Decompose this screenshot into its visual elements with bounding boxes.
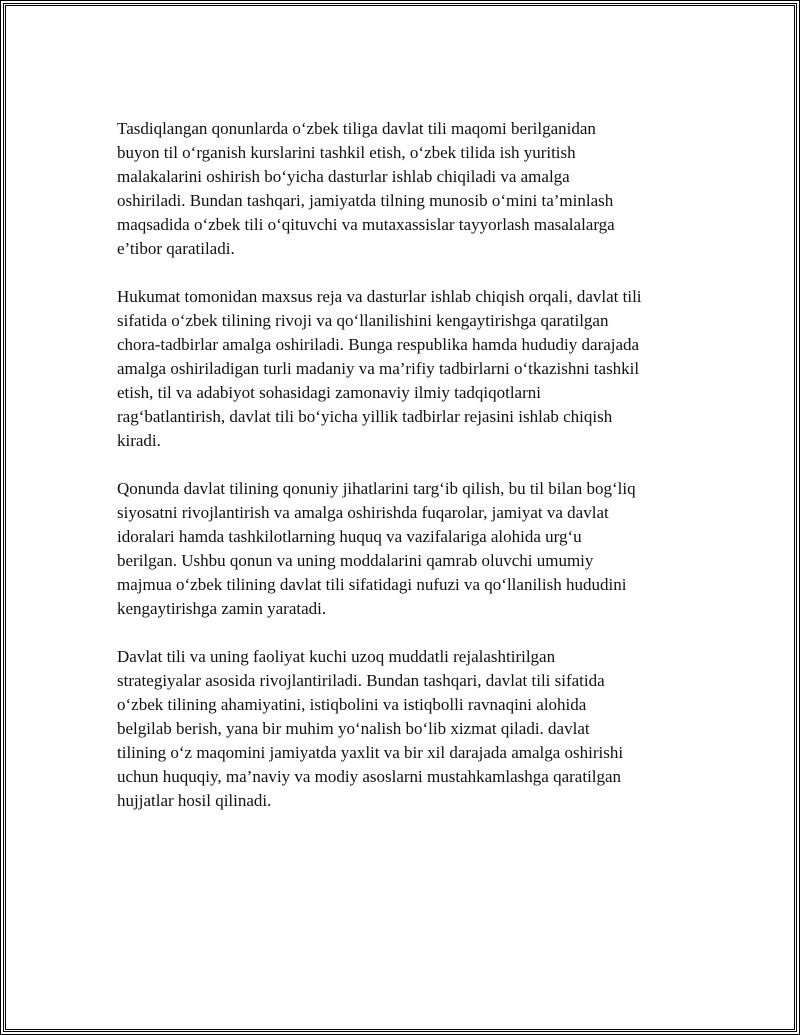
paragraph-2: Hukumat tomonidan maxsus reja va dasturlar ishlab chiqish orqali, davlat tili sifatida o‘zbek tilining rivoji va qo‘llanilishini kengaytirishga qaratilgan chora-tadbirlar amalga oshiriladi. Bunga respublika hamda hududiy darajada amalga oshiriladigan turli madaniy va ma’rifiy tadbirlarni o‘tkazishni tashkil etish, til va adabiyot sohasidagi zamonaviy ilmiy tadqiqotlarni rag‘batlantirish, davlat tili bo‘yicha yillik tadbirlar rejasini ishlab chiqish kiradi. xyxy=(117,287,642,450)
paragraph-3: Qonunda davlat tilining qonuniy jihatlarini targ‘ib qilish, bu til bilan bog‘liq siyosatni rivojlantirish va amalga oshirishda fuqarolar, jamiyat va davlat idoralari hamda tashkilotlarning huquq va vazifalariga alohida urg‘u berilgan. Ushbu qonun va uning moddalarini qamrab oluvchi umumiy majmua o‘zbek tilining davlat tili sifatidagi nufuzi va qo‘llanilish hududini kengaytirishga zamin yaratadi. xyxy=(117,479,636,618)
document-body xyxy=(117,117,697,837)
paragraph-4: Davlat tili va uning faoliyat kuchi uzoq muddatli rejalashtirilgan strategiyalar asosida rivojlantiriladi. Bundan tashqari, davlat tili sifatida o‘zbek tilining ahamiyatini, istiqbolini va istiqbolli ravnaqini alohida belgilab berish, yana bir muhim yo‘nalish bo‘lib xizmat qiladi. davlat tilining o‘z maqomini jamiyatda yaxlit va bir xil darajada amalga oshirishi uchun huquqiy, ma’naviy va modiy asoslarni mustahkamlashga qaratilgan hujjatlar hosil qilinadi. xyxy=(117,647,624,810)
paragraph-1: Tasdiqlangan qonunlarda o‘zbek tiliga davlat tili maqomi berilganidan buyon til o‘rganish kurslarini tashkil etish, o‘zbek tilida ish yuritish malakalarini oshirish bo‘yicha dasturlar ishlab chiqiladi va amalga oshiriladi. Bundan tashqari, jamiyatda tilning munosib o‘mini ta’minlash maqsadida o‘zbek tili o‘qituvchi va mutaxassislar tayyorlash masalalarga e’tibor qaratiladi. xyxy=(117,119,615,258)
